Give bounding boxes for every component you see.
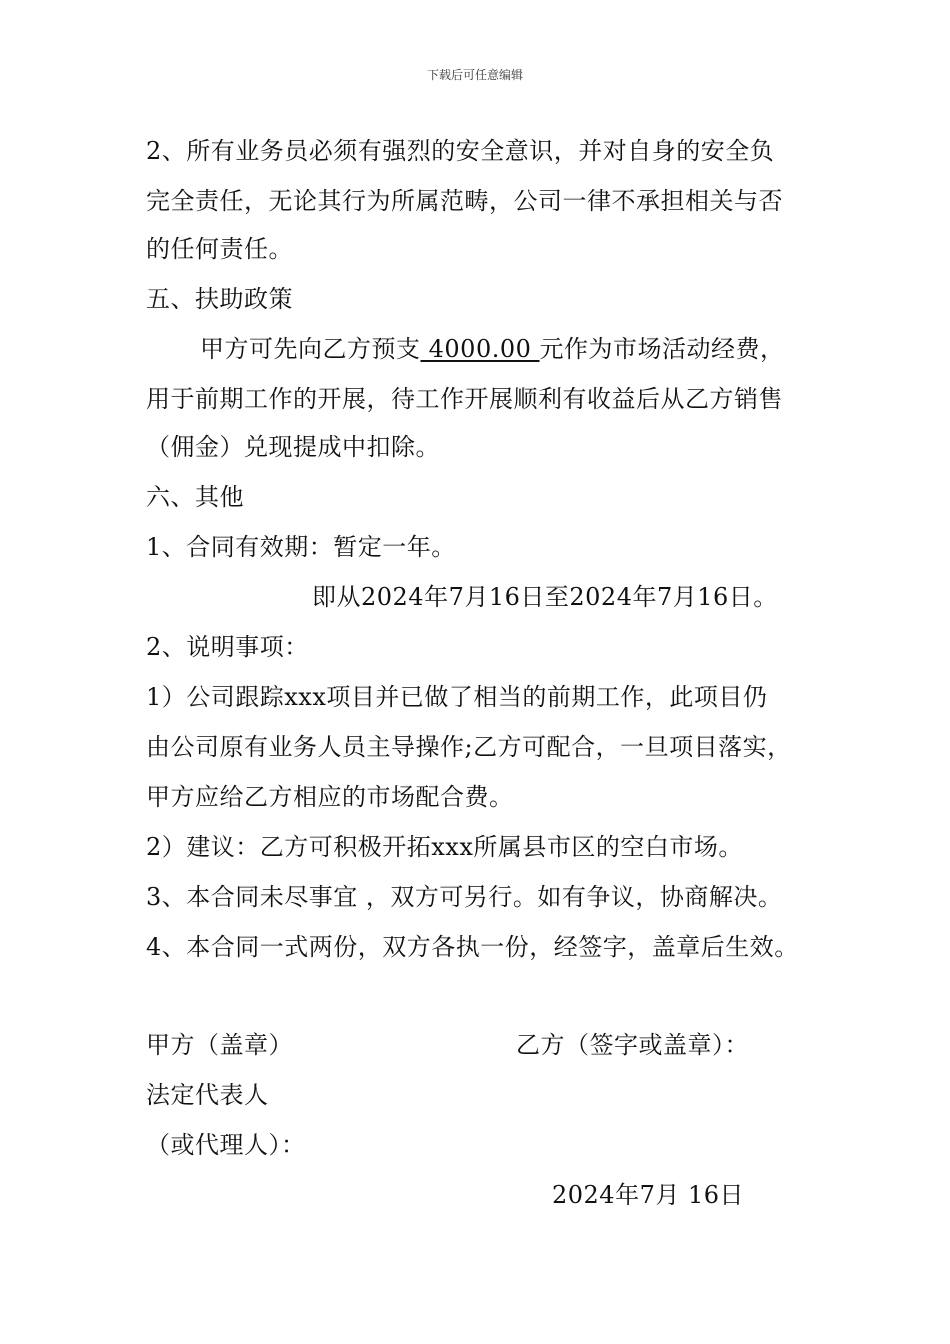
- section-6-title: 六、其他: [146, 483, 244, 511]
- advance-payment-line-1: [200, 334, 785, 364]
- clause-2-line-2: 完全责任，无论其行为所属范畴，公司一律不承担相关与否: [146, 187, 783, 215]
- clause-2-line-1: 2、所有业务员必须有强烈的安全意识，并对自身的安全负: [146, 137, 775, 165]
- clause-4: 4、本合同一式两份，双方各执一份，经签字，盖章后生效。: [146, 933, 799, 961]
- contract-term: 1、合同有效期：暂定一年。: [146, 533, 456, 561]
- note-2: 2）建议：乙方可积极开拓xxx所属县市区的空白市场。: [146, 833, 743, 861]
- advance-text-before: 甲方可先向乙方预支: [200, 335, 421, 363]
- advance-amount: 4000.00: [420, 335, 540, 363]
- contract-term-range: 即从2024年7月16日至2024年7月16日。: [312, 583, 778, 611]
- advance-text-after: 元作为市场活动经费，: [539, 335, 785, 363]
- party-b-label: 乙方（签字或盖章）：: [516, 1031, 749, 1059]
- advance-payment-line-3: （佣金）兑现提成中扣除。: [146, 433, 440, 461]
- note-1-line-1: 1）公司跟踪xxx项目并已做了相当的前期工作，此项目仍: [146, 683, 768, 711]
- signing-date: 2024年7月 16日: [552, 1181, 745, 1209]
- clause-2-line-3: 的任何责任。: [146, 235, 293, 263]
- clause-3: 3、本合同未尽事宜 ，双方可另行。如有争议，协商解决。: [146, 883, 783, 911]
- legal-representative-label: 法定代表人: [146, 1081, 269, 1109]
- note-1-line-3: 甲方应给乙方相应的市场配合费。: [146, 783, 514, 811]
- notes-title: 2、说明事项：: [146, 633, 309, 661]
- advance-payment-line-2: 用于前期工作的开展，待工作开展顺利有收益后从乙方销售: [146, 385, 783, 413]
- agent-label: （或代理人）：: [146, 1131, 306, 1159]
- note-1-line-2: 由公司原有业务人员主导操作;乙方可配合，一旦项目落实，: [146, 733, 792, 761]
- section-5-title: 五、扶助政策: [146, 285, 293, 313]
- page-header: 下载后可任意编辑: [426, 68, 523, 82]
- party-a-label: 甲方（盖章）: [146, 1031, 293, 1059]
